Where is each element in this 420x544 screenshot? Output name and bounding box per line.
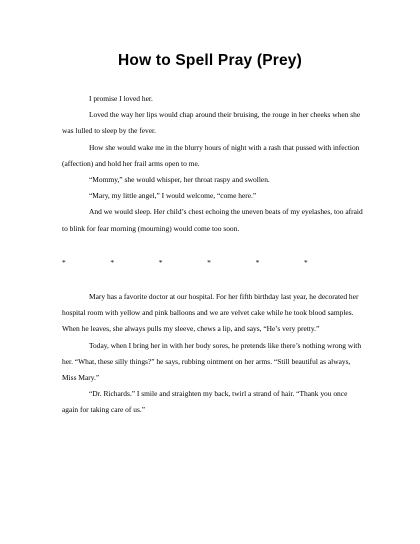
separator-star: * bbox=[110, 257, 115, 267]
paragraph: “Mary, my little angel,” I would welcome, “come here.” bbox=[89, 191, 257, 201]
paragraph: And we would sleep. Her child’s chest echoing the uneven beats of my eyelashes, too afraid to blink for fear morning (mourning) would come too soon. bbox=[62, 207, 363, 233]
document-title: How to Spell Pray (Prey) bbox=[118, 52, 302, 69]
paragraph: Today, when I bring her in with her body sores, he pretends like there’s nothing wrong with her. “What, these silly things?” he says, rubbing ointment on her arms. “Still beautiful as always, Miss Mary.” bbox=[62, 340, 362, 383]
paragraph: Loved the way her lips would chap around their bruising, the rouge in her cheeks when she was lulled to sleep by the fever. bbox=[62, 110, 361, 136]
separator-star: * bbox=[158, 257, 163, 267]
section-separator bbox=[62, 255, 312, 271]
separator-star: * bbox=[62, 257, 66, 267]
separator-star: * bbox=[207, 257, 211, 267]
separator-star: * bbox=[255, 257, 260, 267]
paragraph: I promise I loved her. bbox=[89, 94, 153, 103]
paragraph: “Dr. Richards.” I smile and straighten my back, twirl a strand of hair. “Thank you once again for taking care of us.” bbox=[62, 389, 348, 415]
document-body bbox=[62, 91, 364, 419]
separator-star: * bbox=[303, 257, 308, 267]
paragraph: How she would wake me in the blurry hours of night with a rash that pussed with infection (affection) and hold her frail arms open to me. bbox=[62, 142, 360, 168]
paragraph: “Mommy,” she would whisper, her throat raspy and swollen. bbox=[89, 175, 270, 185]
paragraph: Mary has a favorite doctor at our hospital. For her fifth birthday last year, he decorated her hospital room with yellow and pink balloons and we are velvet cake while he took blood samples. When he leaves, she always pulls my sleeve, chews a lip, and says, “He’s very pretty.” bbox=[62, 292, 359, 334]
